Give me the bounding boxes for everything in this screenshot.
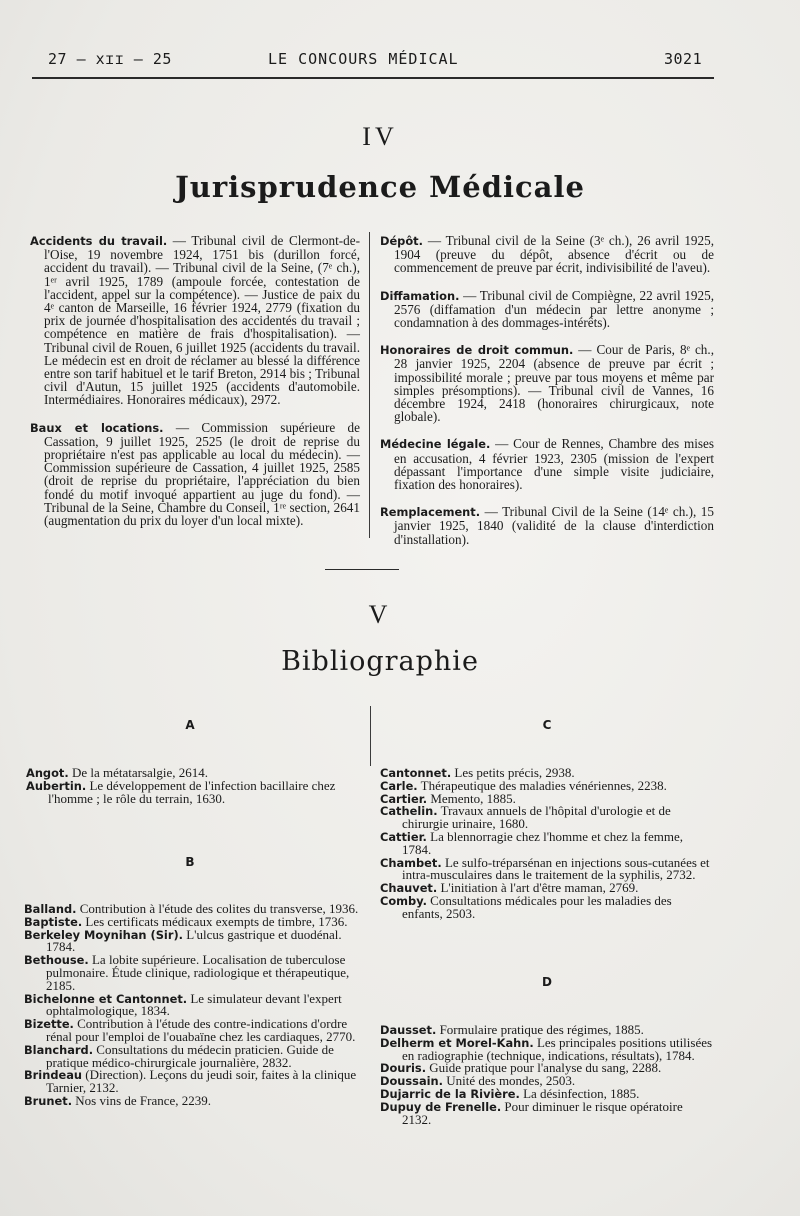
work-title: Les principales positions utilisées en radiographie (technique, indications, résultats), 1784.: [402, 1034, 713, 1063]
work-title: Le sulfo-tréparsénan en injections sous-cutanées et intra-musculaires dans le traitement de la syphilis, 2732.: [402, 854, 710, 883]
author-name: Dujarric de la Rivière.: [380, 1086, 520, 1101]
author-name: Chauvet.: [380, 881, 438, 896]
author-name: Bethouse.: [24, 953, 89, 968]
header-page-number: 3021: [664, 50, 703, 68]
column-divider: [369, 232, 370, 538]
work-title: De la métatarsalgie, 2614.: [68, 765, 209, 780]
section-title-jurisprudence: Jurisprudence Médicale: [175, 170, 585, 204]
bibliography-item: [24, 1018, 360, 1044]
bibliography-item: [380, 892, 714, 921]
jurisprudence-right-column: [380, 234, 714, 560]
bibliography-item: [380, 805, 714, 831]
author-name: Aubertin.: [26, 778, 87, 793]
header-rule: [32, 77, 714, 79]
bibliography-item: [380, 828, 714, 857]
author-name: Carle.: [380, 778, 418, 793]
bibliography-item: [380, 854, 714, 883]
author-name: Douris.: [380, 1061, 427, 1076]
entry-text: — Tribunal civil de Compiègne, 22 avril 1925, 2576 (diffamation d'un médecin par lettre anonyme ; condamnation à des dommages-intérêts).: [394, 287, 714, 331]
entry-topic: Dépôt.: [380, 234, 423, 248]
author-name: Cartier.: [380, 791, 428, 806]
work-title: Travaux annuels de l'hôpital d'urologie et de chirurgie urinaire, 1680.: [402, 803, 671, 832]
author-name: Cantonnet.: [380, 766, 452, 780]
work-title: Consultations du médecin praticien. Guide de pratique médico-chirurgicale journalière, 2832.: [46, 1041, 334, 1070]
work-title: Le simulateur devant l'expert ophtalmologique, 1834.: [46, 990, 342, 1019]
bibliography-item: [26, 777, 360, 806]
author-name: Baptiste.: [24, 914, 83, 929]
jurisprudence-entry: [380, 234, 714, 275]
letter-heading-d: D: [542, 975, 552, 989]
work-title: L'ulcus gastrique et duodénal. 1784.: [46, 926, 342, 955]
header-date: 27 — xɪɪ — 25: [48, 50, 172, 68]
entry-text: — Tribunal civil de Clermont-de-l'Oise, 19 novembre 1924, 1751 bis (durillon forcé, accident du travail). — Tribunal civil de la Seine, (7ᵉ ch.), 1ᵉʳ avril 1925, 1789 (ampoule forcée, contestation de l'accident, appel sur la compétence). — Justice de paix du 4ᵉ canton de Marseille, 16 février 1924, 2779 (fixation du prix de journée d'hospitalisation des accidentés du travail ; compétence en matière de frais d'hospitalisation). — Tribunal civil de Rouen, 6 juillet 1925 (accidents du travail. Le médecin est en droit de réclamer au blessé la différence entre son tarif habituel et le tarif Breton, 2914 bis ; Tribunal civil d'Autun, 15 juillet 1925 (accidents d'automobile. Intermédiaires. Honoraires médicaux), 2972.: [44, 233, 360, 408]
author-name: Cattier.: [380, 829, 427, 844]
work-title: Unité des mondes, 2503.: [442, 1073, 576, 1089]
bibliography-list-b: [24, 903, 360, 1108]
work-title: Consultations médicales pour les maladies des enfants, 2503.: [402, 892, 672, 921]
work-title: Guide pratique pour l'analyse du sang, 2288.: [426, 1060, 662, 1076]
author-name: Brindeau: [24, 1068, 82, 1083]
entry-text: — Tribunal Civil de la Seine (14ᵉ ch.), 15 janvier 1925, 1840 (validité de la clause d'interdiction d'installation).: [394, 504, 714, 547]
bibliography-list-c: [380, 767, 714, 921]
work-title: La désinfection, 1885.: [519, 1085, 640, 1101]
bibliography-item: [24, 1069, 360, 1095]
work-title: La blennorragie chez l'homme et chez la femme, 1784.: [402, 828, 683, 857]
author-name: Comby.: [380, 893, 427, 908]
entry-text: — Cour de Paris, 8ᵉ ch., 28 janvier 1925, 2204 (absence de preuve par écrit ; impossibilité morale ; preuve par tous moyens et même par simples présomptions). — Tribunal civil de Vannes, 16 décembre 1924, 2418 (honoraires chirurgicaux, note globale).: [394, 342, 714, 425]
author-name: Berkeley Moynihan (Sir).: [24, 927, 183, 942]
work-title: Les petits précis, 2938.: [451, 765, 575, 780]
section-number-v: V: [368, 600, 392, 629]
bibliography-item: [380, 1034, 714, 1063]
entry-topic: Remplacement.: [380, 505, 481, 520]
bibliography-item: [24, 1092, 360, 1108]
entry-topic: Diffamation.: [380, 288, 460, 303]
bibliography-item: [24, 990, 360, 1019]
bibliography-item: [24, 954, 360, 992]
jurisprudence-entry: [380, 505, 714, 546]
bibliography-list-d: [380, 1024, 714, 1126]
letter-heading-a: A: [185, 718, 195, 732]
author-name: Angot.: [26, 766, 69, 780]
author-name: Balland.: [24, 902, 77, 916]
section-separator: [325, 569, 399, 570]
work-title: Memento, 1885.: [427, 790, 516, 806]
header-journal: LE CONCOURS MÉDICAL: [268, 50, 459, 68]
section-title-bibliographie: Bibliographie: [281, 646, 479, 677]
author-name: Brunet.: [24, 1093, 73, 1108]
author-name: Doussain.: [380, 1074, 443, 1089]
author-name: Dausset.: [380, 1023, 437, 1037]
author-name: Delherm et Morel-Kahn.: [380, 1035, 534, 1050]
bibliography-item: [380, 1098, 714, 1127]
letter-heading-c: C: [542, 718, 552, 732]
work-title: Le développement de l'infection bacillaire chez l'homme ; le rôle du terrain, 1630.: [48, 777, 336, 806]
entry-text: — Cour de Rennes, Chambre des mises en accusation, 4 février 1923, 2305 (mission de l'expert dépassant l'importance d'une simple visite judiciaire, fixation des honoraires).: [394, 436, 714, 493]
entry-text: — Tribunal civil de la Seine (3ᵉ ch.), 26 avril 1925, 1904 (preuve du dépôt, absence d'écrit ou de commencement de preuve par écrit, indivisibilité de l'aveu).: [394, 233, 714, 276]
bibliography-divider: [370, 706, 371, 766]
jurisprudence-entry: [380, 289, 714, 330]
work-title: Thérapeutique des maladies vénériennes, 2238.: [417, 777, 667, 793]
bibliography-item: [24, 1041, 360, 1070]
letter-heading-b: B: [185, 855, 195, 869]
author-name: Cathelin.: [380, 804, 438, 819]
author-name: Chambet.: [380, 855, 442, 870]
work-title: (Direction). Leçons du jeudi soir, faites à la clinique Tarnier, 2132.: [46, 1067, 357, 1096]
entry-topic: Baux et locations.: [30, 420, 164, 435]
section-number-iv: IV: [362, 122, 398, 151]
author-name: Bichelonne et Cantonnet.: [24, 991, 188, 1006]
work-title: L'initiation à l'art d'être maman, 2769.: [437, 880, 639, 896]
work-title: Formulaire pratique des régimes, 1885.: [436, 1022, 644, 1037]
jurisprudence-left-column: [30, 234, 360, 541]
entry-topic: Honoraires de droit commun.: [380, 343, 574, 358]
jurisprudence-entry: [380, 437, 714, 491]
jurisprudence-entry: [380, 343, 714, 423]
work-title: Les certificats médicaux exempts de timbre, 1736.: [82, 913, 348, 929]
work-title: Nos vins de France, 2239.: [72, 1092, 212, 1108]
work-title: La lobite supérieure. Localisation de tuberculose pulmonaire. Étude clinique, radiologique et thérapeutique, 2185.: [46, 952, 350, 993]
author-name: Blanchard.: [24, 1042, 94, 1057]
entry-topic: Accidents du travail.: [30, 234, 168, 248]
author-name: Bizette.: [24, 1017, 74, 1032]
bibliography-list-a: [26, 767, 360, 805]
jurisprudence-entry: [30, 234, 360, 407]
work-title: Pour diminuer le risque opératoire 2132.: [402, 1098, 683, 1127]
entry-topic: Médecine légale.: [380, 437, 491, 452]
work-title: Contribution à l'étude des contre-indications d'ordre rénal pour l'emploi de l'ouabaïne chez les cardiaques, 2770.: [46, 1016, 356, 1044]
author-name: Dupuy de Frenelle.: [380, 1099, 502, 1114]
work-title: Contribution à l'étude des colites du transverse, 1936.: [76, 901, 359, 916]
jurisprudence-entry: [30, 421, 360, 528]
bibliography-item: [24, 926, 360, 955]
entry-text: — Commission supérieure de Cassation, 9 juillet 1925, 2525 (le droit de reprise du propriétaire n'est pas applicable au local du médecin). — Commission supérieure de Cassation, 4 juillet 1925, 2585 (droit de reprise du propriétaire, l'appréciation du bien fondé du motif invoqué appartient au juge du fond). — Tribunal de la Seine, Chambre du Conseil, 1ʳᵉ section, 2641 (augmentation du prix du loyer d'un local mixte).: [44, 419, 360, 529]
